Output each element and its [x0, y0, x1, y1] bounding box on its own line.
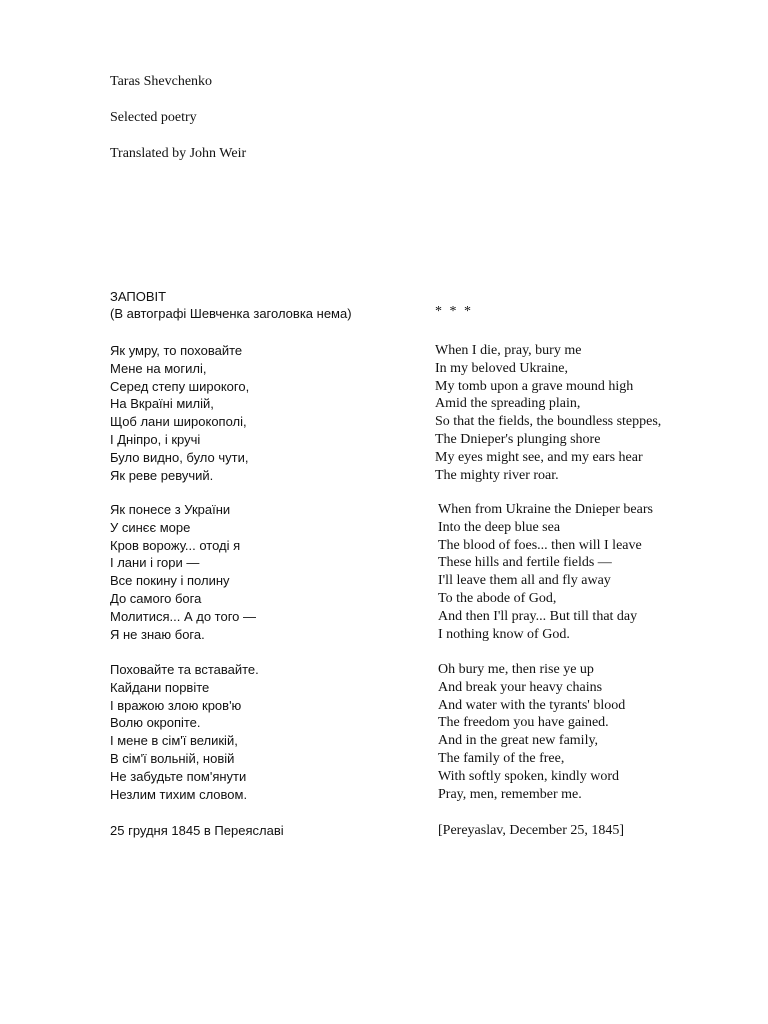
- english-poem-line: These hills and fertile fields —: [438, 555, 612, 571]
- english-poem-line: Oh bury me, then rise ye up: [438, 662, 594, 677]
- english-poem-line: When I die, pray, bury me: [435, 343, 582, 358]
- english-poem-line: And then I'll pray... But till that day: [438, 608, 638, 624]
- english-poem-line: Pray, men, remember me.: [438, 786, 582, 802]
- english-poem-line: And water with the tyrants' blood: [438, 697, 626, 713]
- ukrainian-poem-line: Не забудьте пом'янути: [110, 768, 247, 784]
- ukrainian-poem-line: Незлим тихим словом.: [110, 786, 248, 802]
- english-poem-line: I'll leave them all and fly away: [438, 573, 611, 589]
- english-poem-line: The blood of foes... then will I leave: [438, 537, 642, 553]
- english-poem-line: The Dnieper's plunging shore: [435, 431, 601, 447]
- ukrainian-poem-line: На Вкраїні милій,: [110, 396, 214, 412]
- ukrainian-poem-line: Волю окропіте.: [110, 715, 201, 731]
- ukrainian-poem-line: До самого бога: [110, 590, 202, 606]
- poem-title-ukrainian: ЗАПОВІТ: [110, 289, 167, 304]
- ukrainian-poem-line: Все покину і полину: [110, 573, 230, 589]
- ukrainian-poem-line: У синєє море: [110, 519, 191, 535]
- ukrainian-stanza: [110, 501, 256, 643]
- english-poem-line: The family of the free,: [438, 750, 565, 766]
- author-name: Taras Shevchenko: [110, 74, 213, 89]
- english-stanza: [438, 661, 625, 803]
- ukrainian-poem-line: І вражою злою кров'ю: [110, 697, 242, 713]
- english-stanza: [438, 501, 653, 643]
- collection-title: Selected poetry: [110, 110, 197, 125]
- ukrainian-poem-line: Щоб лани широкополі,: [110, 414, 247, 430]
- ukrainian-poem-line: Мене на могилі,: [110, 360, 207, 376]
- english-poem-line: With softly spoken, kindly word: [438, 768, 620, 784]
- ukrainian-poem-line: В сім'ї вольній, новій: [110, 750, 235, 766]
- ukrainian-poem-line: Як реве ревучий.: [110, 467, 214, 483]
- english-poem-line: My eyes might see, and my ears hear: [435, 449, 643, 465]
- ukrainian-poem-line: Кайдани порвіте: [110, 679, 210, 695]
- english-poem-line: And break your heavy chains: [438, 679, 603, 695]
- ukrainian-poem-line: І Дніпро, і кручі: [110, 431, 201, 447]
- ukrainian-poem-line: І мене в сім'ї великій,: [110, 733, 238, 749]
- english-poem-line: The freedom you have gained.: [438, 715, 609, 731]
- ukrainian-poem-line: Як понесе з України: [110, 502, 231, 517]
- ukrainian-poem-line: Я не знаю бога.: [110, 626, 205, 642]
- english-poem-line: Into the deep blue sea: [438, 519, 561, 535]
- english-poem-line: So that the fields, the boundless steppes,: [435, 414, 662, 430]
- english-poem-line: And in the great new family,: [438, 733, 599, 749]
- english-poem-line: In my beloved Ukraine,: [435, 360, 568, 376]
- english-stanza: [435, 342, 661, 484]
- english-poem-line: My tomb upon a grave mound high: [435, 378, 634, 394]
- ukrainian-poem-line: Як умру, то поховайте: [110, 343, 243, 358]
- ukrainian-poem-line: Молитися... А до того —: [110, 608, 257, 624]
- english-poem-line: Amid the spreading plain,: [435, 396, 581, 412]
- date-english: [Pereyaslav, December 25, 1845]: [438, 823, 625, 838]
- ukrainian-poem-line: Кров ворожу... отоді я: [110, 537, 241, 553]
- english-poem-line: To the abode of God,: [438, 590, 557, 606]
- ukrainian-poem-line: Було видно, було чути,: [110, 449, 249, 465]
- ukrainian-poem-line: Поховайте та вставайте.: [110, 662, 259, 677]
- poem-title-english: * * *: [435, 304, 473, 319]
- english-poem-line: The mighty river roar.: [435, 467, 559, 483]
- ukrainian-stanza: [110, 342, 249, 484]
- ukrainian-poem-line: І лани і гори —: [110, 555, 200, 571]
- english-poem-line: I nothing know of God.: [438, 626, 570, 642]
- poem-note-ukrainian: (В автографі Шевченка заголовка нема): [110, 306, 352, 321]
- ukrainian-poem-line: Серед степу широкого,: [110, 378, 250, 394]
- translator-credit: Translated by John Weir: [110, 146, 247, 161]
- english-poem-line: When from Ukraine the Dnieper bears: [438, 502, 653, 517]
- date-ukrainian: 25 грудня 1845 в Переяславі: [110, 823, 284, 838]
- ukrainian-stanza: [110, 661, 259, 803]
